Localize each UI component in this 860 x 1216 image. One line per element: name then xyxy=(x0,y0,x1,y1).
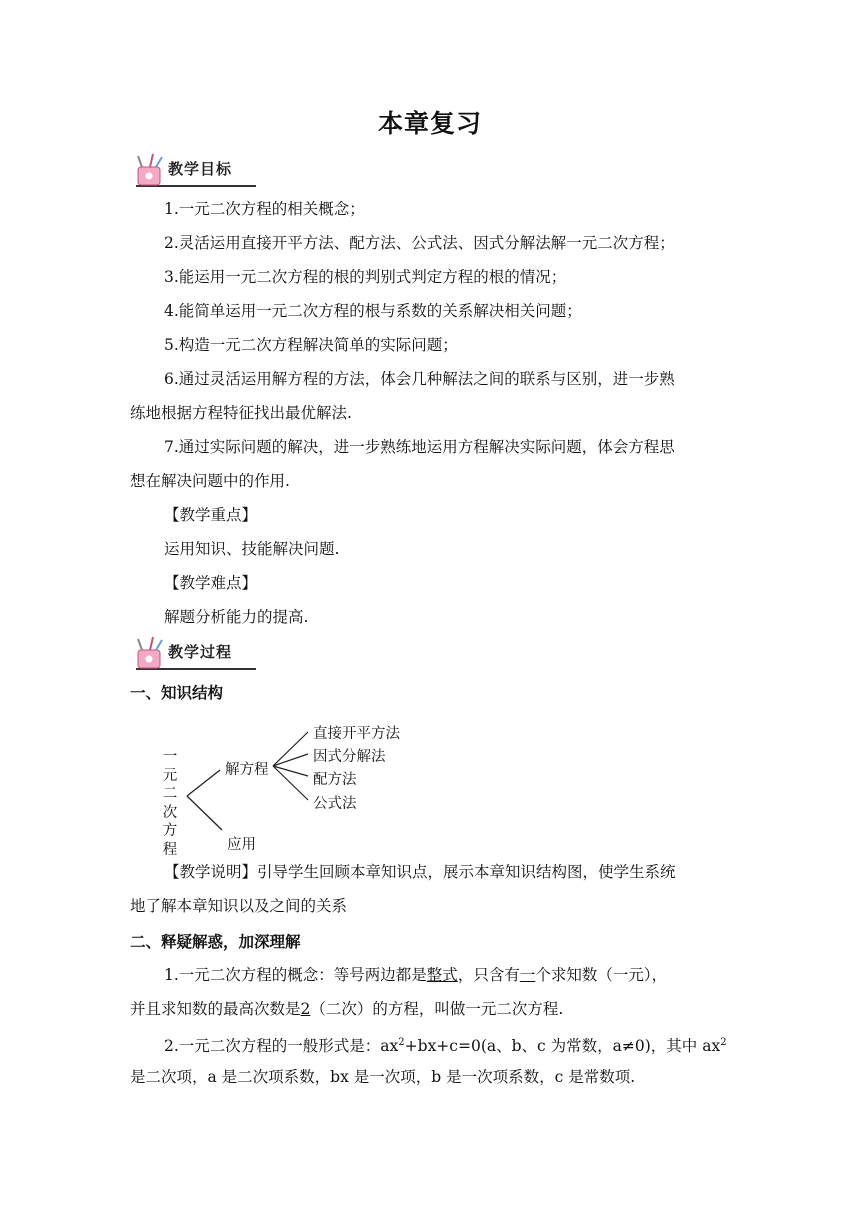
banner-label: 教学过程 xyxy=(168,643,233,661)
key-point-text: 运用知识、技能解决问题. xyxy=(164,540,340,558)
teaching-note-continued: 地了解本章知识以及之间的关系 xyxy=(130,897,348,915)
section-banner-process xyxy=(128,636,258,672)
goal-item-continued: 想在解决问题中的作用. xyxy=(130,472,290,490)
concept-item-1: 1.一元二次方程的概念：等号两边都是整式，只含有一个求知数（一元）， xyxy=(164,966,668,984)
diagram-root: 一 元 二 次 方 程 xyxy=(162,749,178,858)
section-heading-structure: 一、知识结构 xyxy=(130,684,224,702)
goal-item: 5.构造一元二次方程解决简单的实际问题； xyxy=(164,336,458,354)
concept-item-1-continued: 并且求知数的最高次数是2（二次）的方程，叫做一元二次方程. xyxy=(130,1000,564,1018)
goal-item: 6.通过灵活运用解方程的方法，体会几种解法之间的联系与区别，进一步熟 xyxy=(164,370,675,388)
diagram-method: 公式法 xyxy=(313,796,357,812)
goal-item: 1.一元二次方程的相关概念； xyxy=(164,200,365,218)
section-heading-clarify: 二、释疑解惑，加深理解 xyxy=(130,933,301,951)
goal-item: 7.通过实际问题的解决，进一步熟练地运用方程解决实际问题，体会方程思 xyxy=(164,438,675,456)
diagram-method: 直接开平方法 xyxy=(313,726,400,742)
diagram-branch-apply: 应用 xyxy=(227,837,256,853)
diagram-branch-solve: 解方程 xyxy=(225,762,269,778)
difficulty-text: 解题分析能力的提高. xyxy=(164,608,309,626)
section-banner-goals xyxy=(128,153,258,189)
goal-item-continued: 练地根据方程特征找出最优解法. xyxy=(130,404,352,422)
goal-item: 3.能运用一元二次方程的根的判别式判定方程的根的情况； xyxy=(164,268,567,286)
goal-item: 4.能简单运用一元二次方程的根与系数的关系解决相关问题； xyxy=(164,302,582,320)
goal-item: 2.灵活运用直接开平方法、配方法、公式法、因式分解法解一元二次方程； xyxy=(164,234,675,252)
diagram-method: 配方法 xyxy=(313,772,357,788)
teaching-note: 【教学说明】引导学生回顾本章知识点，展示本章知识结构图，使学生系统 xyxy=(164,863,676,881)
underlined-term: 整式 xyxy=(426,966,458,984)
banner-label: 教学目标 xyxy=(168,160,233,178)
underlined-term: 一 xyxy=(519,966,536,984)
page-title: 本章复习 xyxy=(377,109,482,138)
diagram-method: 因式分解法 xyxy=(313,749,386,765)
key-point-label: 【教学重点】 xyxy=(164,506,258,524)
underlined-term: 2 xyxy=(300,1000,311,1018)
concept-item-2-continued: 是二次项，a 是二次项系数，bx 是一次项，b 是一次项系数，c 是常数项. xyxy=(130,1068,636,1086)
knowledge-structure-diagram xyxy=(155,718,415,858)
difficulty-label: 【教学难点】 xyxy=(164,574,258,592)
concept-item-2: 2.一元二次方程的一般形式是：$ax^2+bx+c=0(a$、b、c 为常数，a≠0)，其中 $ax^2$ xyxy=(164,1037,727,1056)
